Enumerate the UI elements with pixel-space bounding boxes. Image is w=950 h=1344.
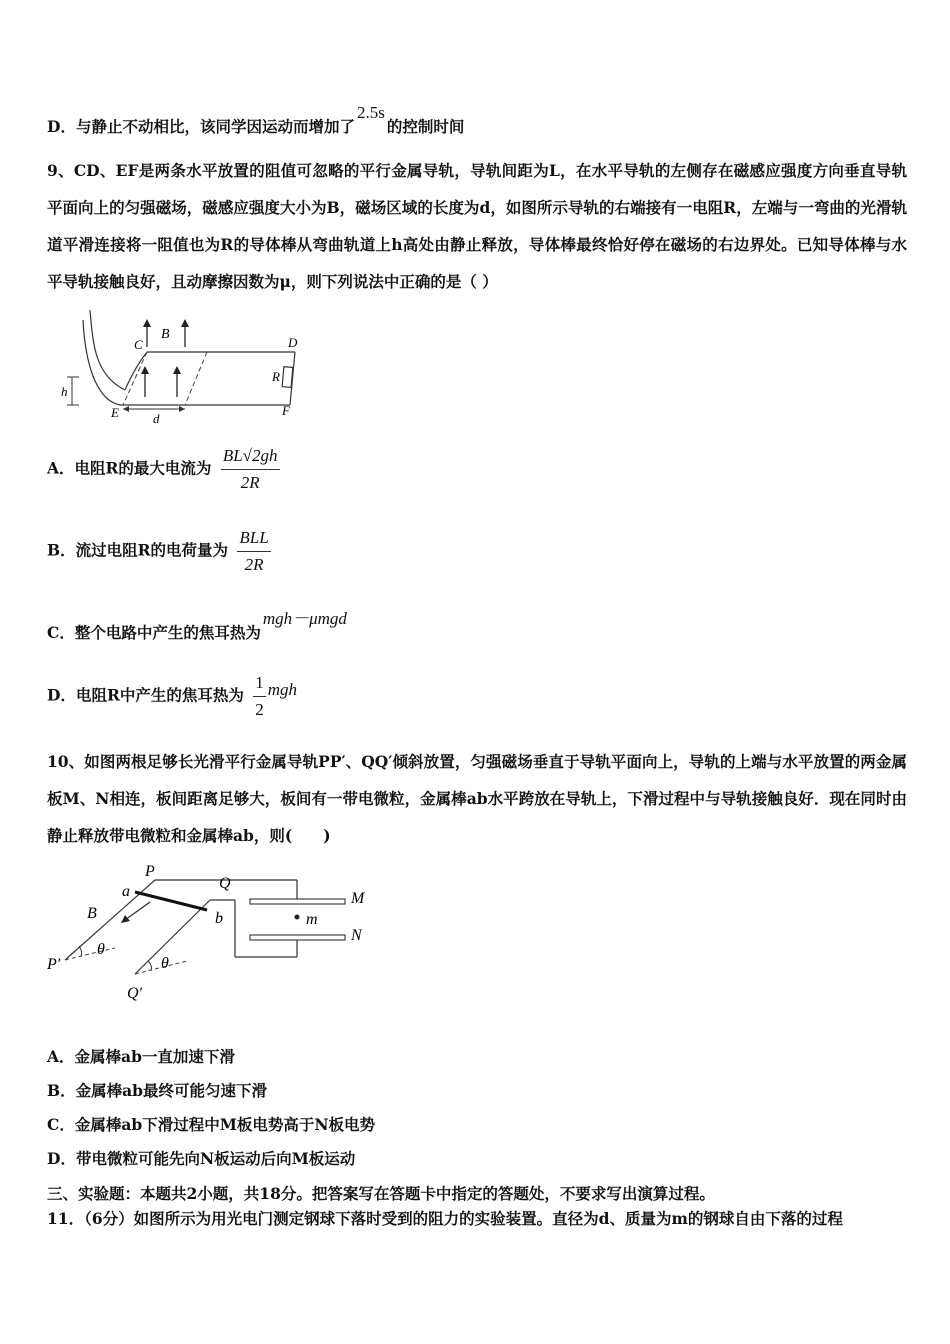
q9-option-d-numerator: 1 xyxy=(253,673,266,697)
q9-option-c-expression: mgh－μmgd xyxy=(262,609,347,628)
q9-label-e: E xyxy=(111,405,119,420)
q10-option-a: A．金属棒ab一直加速下滑 xyxy=(47,1047,235,1066)
q9-label-r: R xyxy=(272,369,280,384)
q9-stem: 9、CD、EF是两条水平放置的阻值可忽略的平行金属导轨，导轨间距为L，在水平导轨的左侧存在磁感应强度方向垂直导轨平面向上的匀强磁场，磁感应强度大小为B，磁场区域的长度为d，如图所示导轨的右端接有一电阻R，左端与一弯曲的光滑轨道平滑连接将一阻值也为R的导体棒从弯曲轨道上h高处由静止释放，导体棒最终恰好停在磁场的右边界处。已知导体棒与水平导轨接触良好，且动摩擦因数为μ，则下列说法中正确的是（ ） xyxy=(47,161,907,291)
q10-label-m-particle: m xyxy=(306,911,318,928)
q9-option-d-text: D．电阻R中产生的焦耳热为 xyxy=(47,685,244,705)
q8-option-d-value: 2.5s xyxy=(356,103,385,122)
q10-label-p-prime: P′ xyxy=(47,956,61,973)
q9-option-b-numerator: BLL xyxy=(237,528,270,552)
q9-figure xyxy=(55,305,315,430)
q9-option-d-fraction xyxy=(253,673,266,720)
q9-option-a-denominator: 2R xyxy=(240,473,260,492)
q10-option-d: D．带电微粒可能先向N板运动后向M板运动 xyxy=(47,1149,356,1168)
q9-label-f: F xyxy=(282,403,290,418)
q9-option-d xyxy=(47,673,299,720)
q9-option-b-text: B．流过电阻R的电荷量为 xyxy=(47,540,228,560)
q9-label-b: B xyxy=(161,327,170,342)
q9-label-h: h xyxy=(61,384,68,399)
q9-option-b-fraction xyxy=(237,528,270,575)
q9-option-a-numerator: BL√2gh xyxy=(221,446,280,470)
q8-option-d-suffix: 的控制时间 xyxy=(386,117,465,136)
q9-option-c-text: C．整个电路中产生的焦耳热为 xyxy=(47,623,261,642)
q9-label-d-length: d xyxy=(153,411,160,426)
q8-option-d xyxy=(47,103,465,137)
q10-label-theta-1: θ xyxy=(97,941,105,958)
section-3-heading: 三、实验题：本题共2小题，共18分。把答案写在答题卡中指定的答题处，不要求写出演算过程。 xyxy=(47,1184,715,1203)
q9-option-d-tail: mgh xyxy=(267,679,298,699)
q10-label-a: a xyxy=(122,883,130,900)
q10-label-n-plate: N xyxy=(351,927,362,944)
q10-figure xyxy=(45,862,385,1007)
q10-label-field-b: B xyxy=(87,905,97,922)
q9-option-b xyxy=(47,528,271,575)
q9-option-c xyxy=(47,609,349,643)
q10-label-q-prime: Q′ xyxy=(127,985,143,1002)
q10-label-q: Q xyxy=(219,875,231,892)
q11-stem: 11．（6分）如图所示为用光电门测定钢球下落时受到的阻力的实验装置。直径为d、质量为m的钢球自由下落的过程 xyxy=(47,1209,843,1228)
q10-stem: 10、如图两根足够长光滑平行金属导轨PP′、QQ′倾斜放置，匀强磁场垂直于导轨平面向上，导轨的上端与水平放置的两金属板M、N相连，板间距离足够大，板间有一带电微粒，金属棒ab水平跨放在导轨上，下滑过程中与导轨接触良好．现在同时由静止释放带电微粒和金属棒ab，则( ) xyxy=(47,752,907,845)
q8-option-d-prefix: D．与静止不动相比，该同学因运动而增加了 xyxy=(47,117,355,136)
q10-label-p: P xyxy=(145,863,155,880)
q10-label-m-plate: M xyxy=(351,890,365,907)
q10-option-b: B．金属棒ab最终可能匀速下滑 xyxy=(47,1081,267,1100)
q9-option-b-denominator: 2R xyxy=(244,555,264,574)
q9-label-c: C xyxy=(134,337,143,352)
q10-label-b: b xyxy=(215,910,223,927)
q9-option-a xyxy=(47,446,280,493)
q9-label-d: D xyxy=(288,335,298,350)
q9-option-a-text: A．电阻R的最大电流为 xyxy=(47,458,212,478)
q10-label-theta-2: θ xyxy=(161,955,169,972)
q9-option-d-denominator: 2 xyxy=(255,700,264,719)
q9-option-a-fraction xyxy=(221,446,280,493)
q10-option-c: C．金属棒ab下滑过程中M板电势高于N板电势 xyxy=(47,1115,376,1134)
